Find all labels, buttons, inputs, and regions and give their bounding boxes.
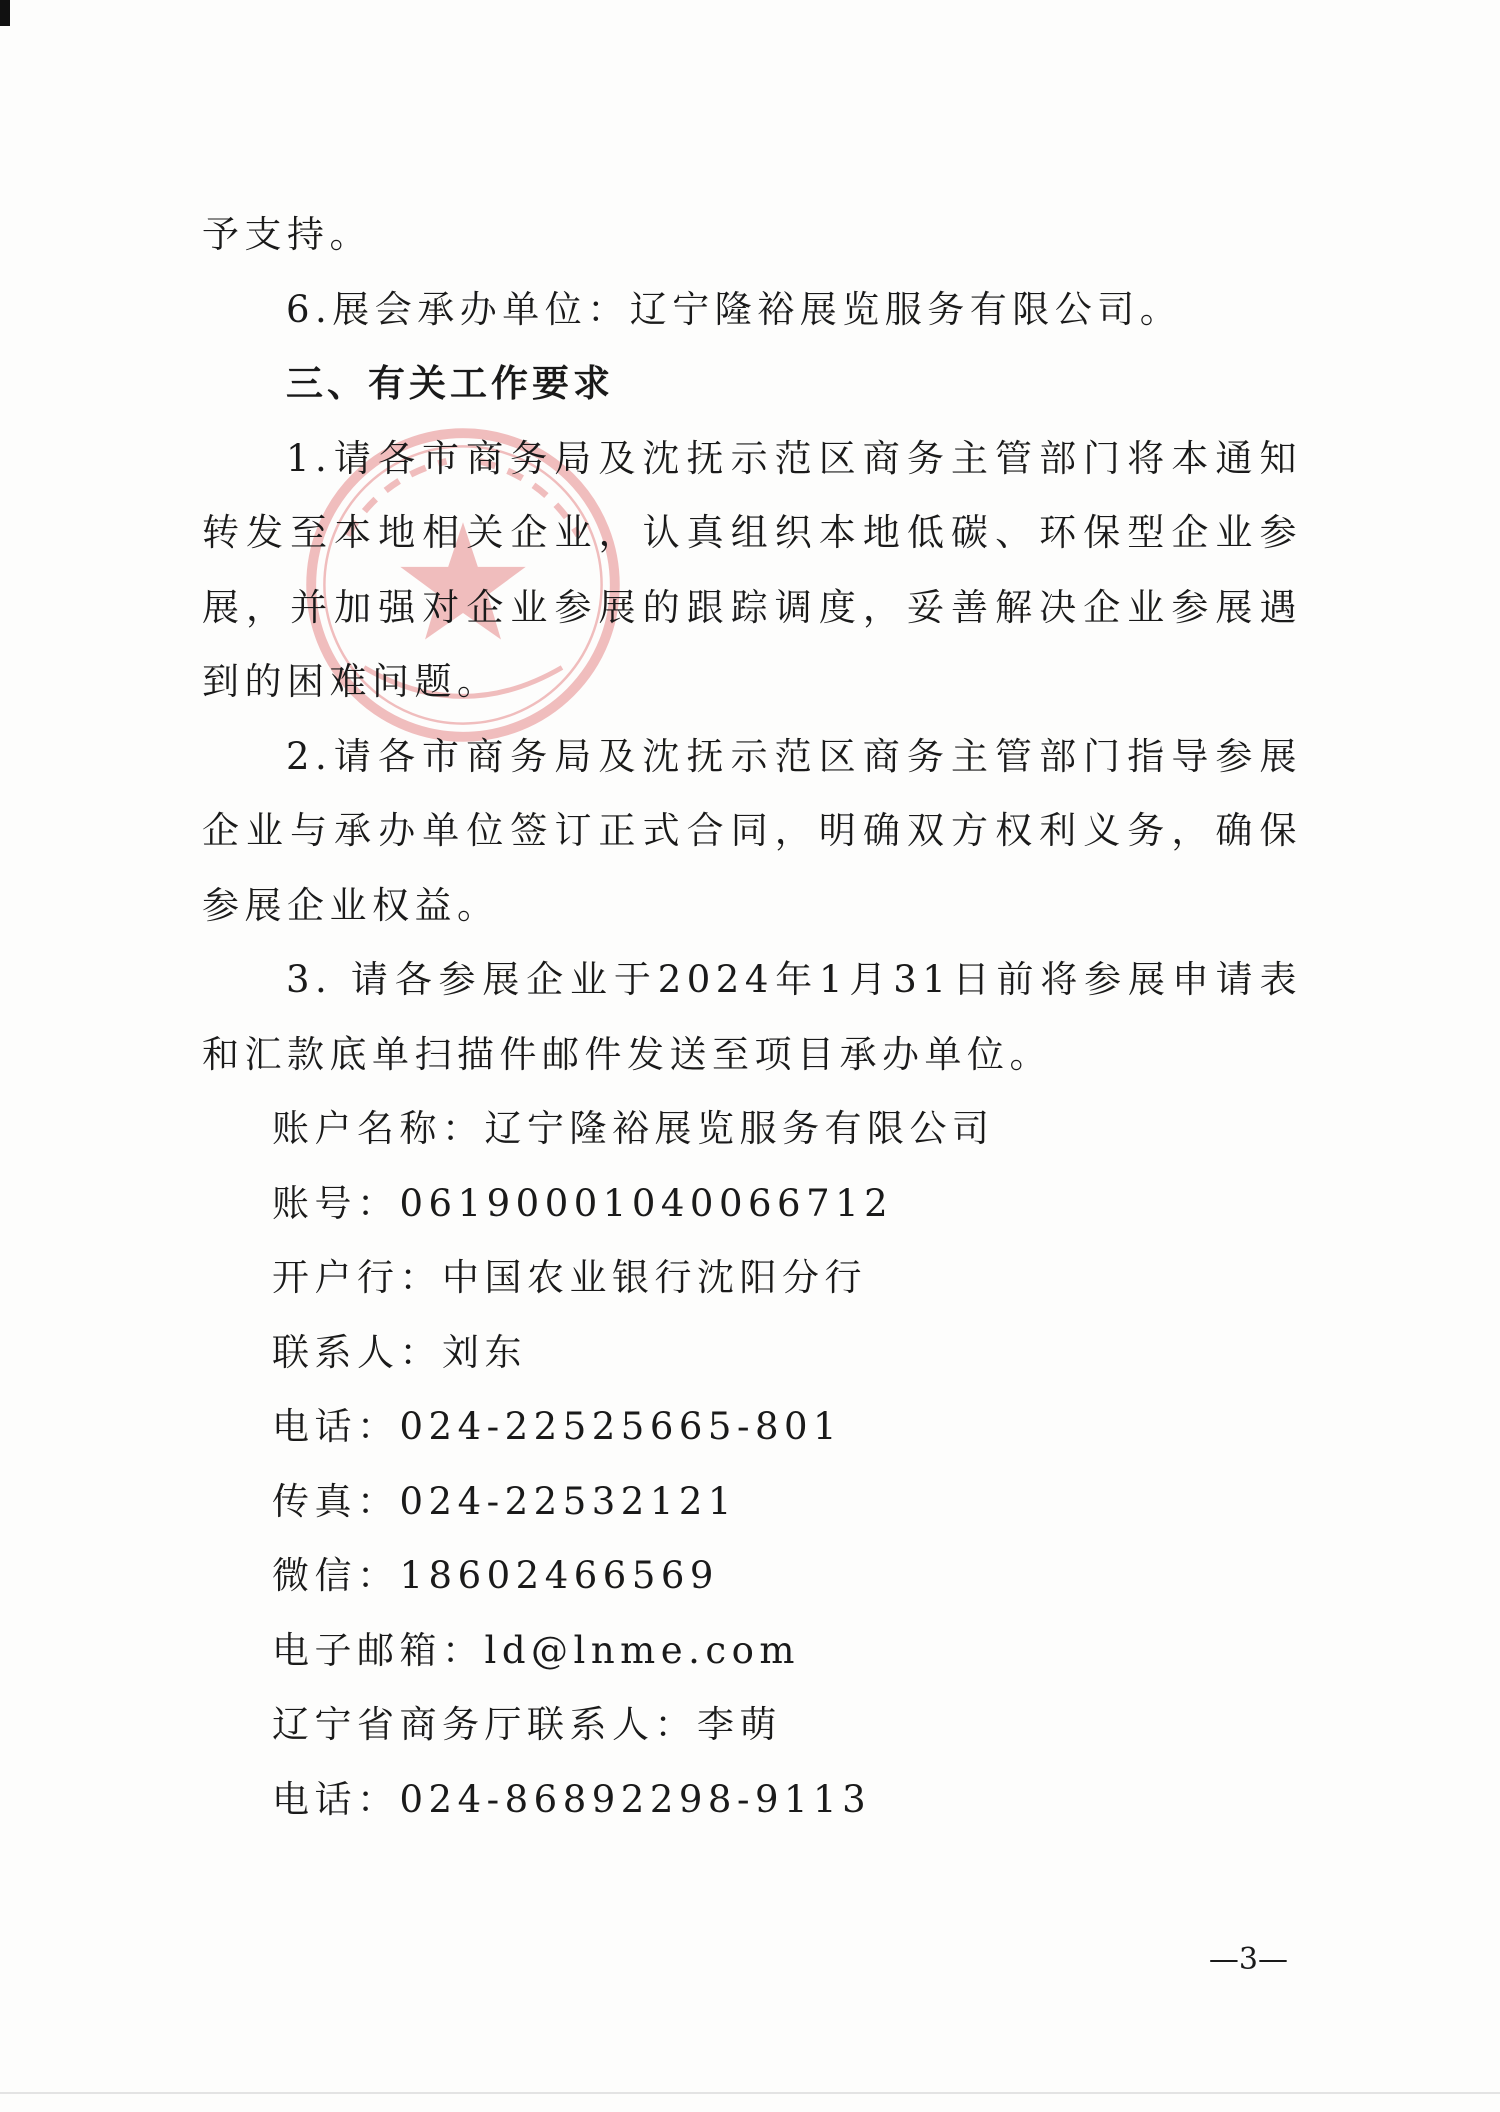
paragraph-requirement-3: 3. 请各参展企业于2024年1月31日前将参展申请表和汇款底单扫描件邮件发送至项目承办单位。	[202, 958, 1302, 1076]
bank-name: 开户行：中国农业银行沈阳分行	[272, 1256, 867, 1299]
scan-bottom-edge	[0, 2092, 1500, 2094]
account-name: 账户名称：辽宁隆裕展览服务有限公司	[272, 1107, 995, 1150]
section-heading-requirements: 三、有关工作要求	[286, 362, 614, 405]
contact-phone: 电话：024-22525665-801	[272, 1405, 843, 1448]
paragraph-organizer: 6.展会承办单位：辽宁隆裕展览服务有限公司。	[286, 287, 1183, 331]
account-number: 账号：06190001040066712	[272, 1181, 894, 1225]
scan-edge-mark	[0, 0, 10, 26]
paragraph-support-ending: 予支持。	[202, 213, 372, 256]
paragraph-requirement-1: 1.请各市商务局及沈抚示范区商务主管部门将本通知转发至本地相关企业，认真组织本地低碳、环保型企业参展，并加强对企业参展的跟踪调度，妥善解决企业参展遇到的困难问题。	[202, 436, 1302, 703]
document-body	[202, 198, 1302, 1837]
department-contact: 辽宁省商务厅联系人：李萌	[272, 1703, 782, 1746]
page-number: —3—	[1208, 1942, 1288, 1977]
contact-email: 电子邮箱：ld@lnme.com	[272, 1628, 801, 1672]
paragraph-requirement-2: 2.请各市商务局及沈抚示范区商务主管部门指导参展企业与承办单位签订正式合同，明确双方权利义务，确保参展企业权益。	[202, 734, 1302, 927]
contact-wechat: 微信：18602466569	[272, 1554, 719, 1597]
department-phone: 电话：024-86892298-9113	[272, 1777, 872, 1821]
contact-fax: 传真：024-22532121	[272, 1479, 737, 1523]
contact-person: 联系人：刘东	[272, 1330, 527, 1374]
